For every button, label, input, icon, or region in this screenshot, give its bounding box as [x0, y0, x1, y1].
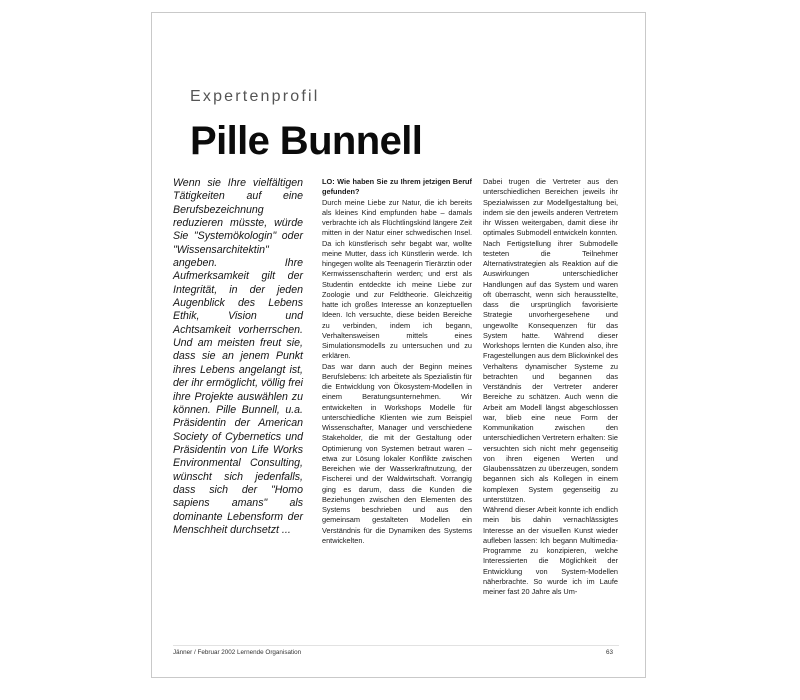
text-column-3	[483, 177, 618, 597]
footer-divider	[173, 645, 619, 646]
intro-paragraph: Wenn sie Ihre vielfältigen Tätigkeiten auf eine Berufsbezeichnung reduzieren müsste, würde Sie "Systemökologin" oder "Wissensarchitektin" angeben. Ihre Aufmerksamkeit gilt der Integrität, in der jeden Augenblick des Lebens Ethik, Vision und Achtsamkeit vorherrschen. Und am meisten freut sie, dass sie an jenem Punkt ihres Lebens angelangt ist, der ihr ermöglicht, völlig frei ihre Projekte auswählen zu können. Pille Bunnell, u.a. Präsidentin der American Society of Cybernetics und Präsidentin von Life Works Environmental Consulting, wünscht sich jedenfalls, dass sich der "Homo sapiens amans" als dominante Lebensform der Menschheit durchsetzt ...	[173, 177, 303, 536]
paragraph: Das war dann auch der Beginn meines Berufslebens: Ich arbeitete als Spezialistin für die Entwicklung von Ökosystem-Modellen in einem Beratungsunternehmen. Wir entwickelten in Workshops Modelle für unterschiedliche Klienten wie zum Beispiel Wissenschafter, Manager und verschiedene Stakeholder, die mit der Gestaltung oder Optimierung von Systemen betraut waren – etwa zur Lösung lokaler Konflikte zwischen Bereichen wie der Wasserkraftnutzung, der Fischerei und der Waldwirtschaft. Vorrangig ging es darum, dass die Kunden die Beziehungen zwischen den Elementen des Systems beschrieben und aus den gemeinsam gestalteten Modellen ein Verständnis für die Dynamiken des Systems entwickelten.	[322, 361, 472, 545]
page-number: 63	[606, 649, 614, 656]
magazine-page	[151, 12, 646, 678]
section-kicker: Expertenprofil	[190, 88, 320, 105]
paragraph: Durch meine Liebe zur Natur, die ich bereits als kleines Kind empfunden habe – damals verbrachte ich als Flüchtlingskind längere Zeit mitten in der Natur einer schwedischen Insel. Da ich künstlerisch sehr begabt war, wollte meine Mutter, dass ich Künstlerin werde. Ich hingegen wollte als Teenagerin Tierärztin oder Kernwissenschafterin werden; und erst als Studentin entdeckte ich meine Liebe zur Zoologie und zur Feldtheorie. Gleichzeitig hatte ich großes Interesse an konzeptuellen Ideen. Ich versuchte, diese beiden Bereiche zu verbinden, indem ich begann, Verhaltensweisen mittels eines Simulationsmodells zu untersuchen und zu erklären.	[322, 197, 472, 361]
paragraph: Nach Fertigstellung ihrer Submodelle testeten die Teilnehmer Alternativstrategien als Reaktion auf die Auswirkungen unterschiedlicher Handlungen auf das System und waren oft überrascht, wenn sich herausstellte, dass die ursprünglich favorisierte Strategie unvorhergesehene und ungewollte Konsequenzen für das System hatte. Während dieser Workshops lernten die Kunden also, ihre Fragestellungen aus dem Blickwinkel des Verhaltens dynamischer Systeme zu betrachten und begannen das Verständnis der Vertreter anderer Bereiche zu schätzen. Auch wenn die Arbeit am Modell längst abgeschlossen war, blieb eine neue Form der Kommunikation zwischen den unterschiedlichen Vertretern erhalten: Sie versuchten sich nicht mehr gegenseitig von ihren eigenen Werten und Glaubenssätzen zu überzeugen, sondern begannen sich als Kollegen in einem komplexen System gegenseitig zu unterstützen.	[483, 238, 618, 504]
footer-issue: Jänner / Februar 2002 Lernende Organisation	[173, 649, 302, 656]
paragraph: Dabei trugen die Vertreter aus den unterschiedlichen Bereichen jeweils ihr Spezialwissen zur Modellgestaltung bei, indem sie den jeweils anderen Vertretern ihr Wissen weitergaben, damit diese ihr optimales Submodell entwickeln konnten.	[483, 177, 618, 238]
page-title: Pille Bunnell	[190, 119, 423, 163]
interview-question: LO: Wie haben Sie zu Ihrem jetzigen Beruf gefunden?	[322, 177, 472, 197]
paragraph: Während dieser Arbeit konnte ich endlich mein bis dahin vernachlässigtes Interesse an der visuellen Kunst wieder aufleben lassen: Ich begann Multimedia-Programme zu konzipieren, welche Interessierten die Möglichkeit der Entwicklung von System-Modellen näherbrachte. So wurde ich im Laufe meiner fast 20 Jahre als Um-	[483, 505, 618, 596]
text-column-2	[322, 177, 472, 546]
